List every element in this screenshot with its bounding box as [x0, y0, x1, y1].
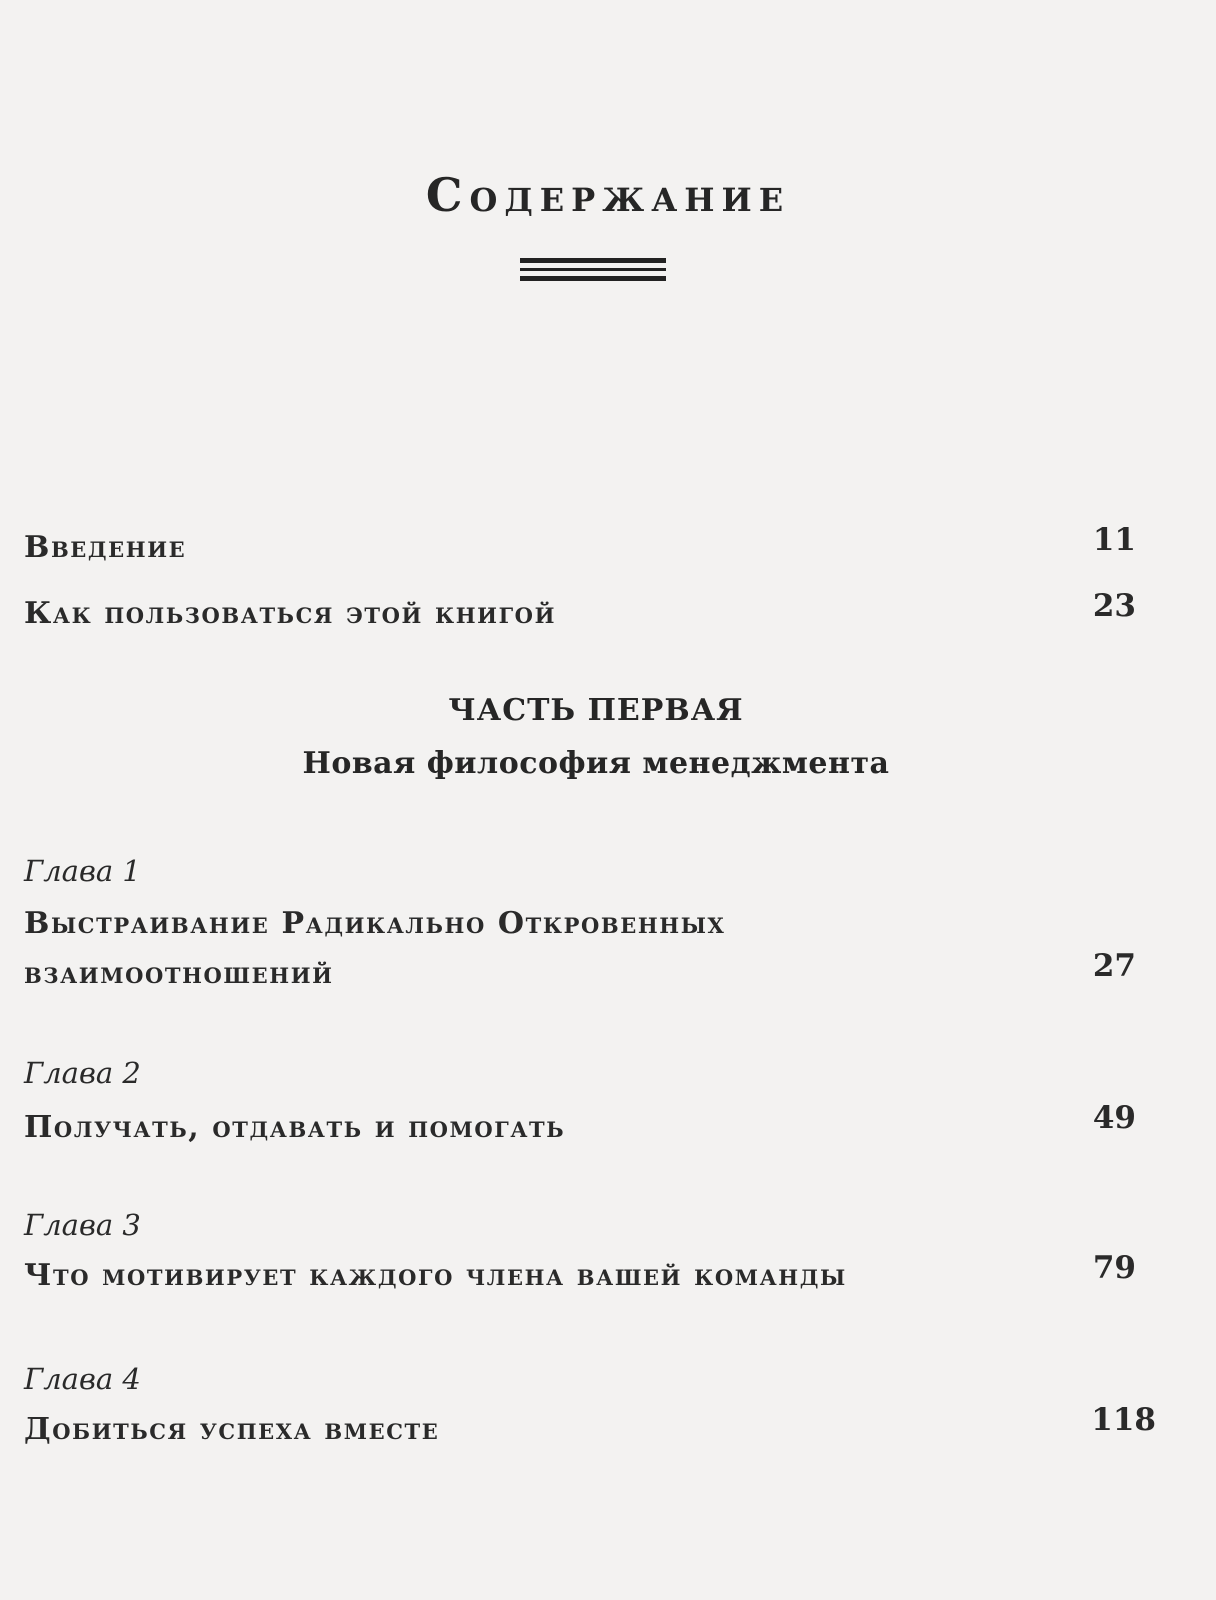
- chapter-label-3: Глава 3: [24, 1208, 141, 1242]
- toc-entry-chapter-4[interactable]: Добиться успеха вместе: [24, 1412, 440, 1447]
- part-title: ЧАСТЬ ПЕРВАЯ: [448, 693, 744, 728]
- toc-page-chapter-1: 27: [1092, 948, 1136, 984]
- toc-entry-chapter-1-line1[interactable]: Выстраивание Радикально Откровенных: [24, 906, 726, 941]
- toc-page-how-to-use: 23: [1092, 588, 1136, 624]
- toc-page-chapter-2: 49: [1092, 1100, 1136, 1136]
- toc-page-introduction: 11: [1092, 522, 1136, 558]
- chapter-label-2: Глава 2: [24, 1056, 141, 1090]
- toc-page-chapter-4: 118: [1091, 1402, 1156, 1438]
- toc-entry-introduction[interactable]: Введение: [24, 530, 187, 565]
- page-title: Содержание: [425, 168, 791, 222]
- toc-entry-chapter-1-line2[interactable]: взаимоотношений: [24, 956, 334, 991]
- title-rule-bottom: [520, 276, 666, 281]
- chapter-label-4: Глава 4: [24, 1362, 141, 1396]
- toc-entry-chapter-2[interactable]: Получать, отдавать и помогать: [24, 1110, 566, 1145]
- toc-entry-how-to-use[interactable]: Как пользоваться этой книгой: [24, 596, 557, 631]
- chapter-label-1: Глава 1: [24, 854, 141, 888]
- title-rule-top: [520, 258, 666, 263]
- title-rule-middle: [520, 268, 666, 271]
- toc-entry-chapter-3[interactable]: Что мотивирует каждого члена вашей команды: [24, 1258, 847, 1293]
- toc-page-chapter-3: 79: [1092, 1250, 1136, 1286]
- part-subtitle: Новая философия менеджмента: [302, 746, 890, 781]
